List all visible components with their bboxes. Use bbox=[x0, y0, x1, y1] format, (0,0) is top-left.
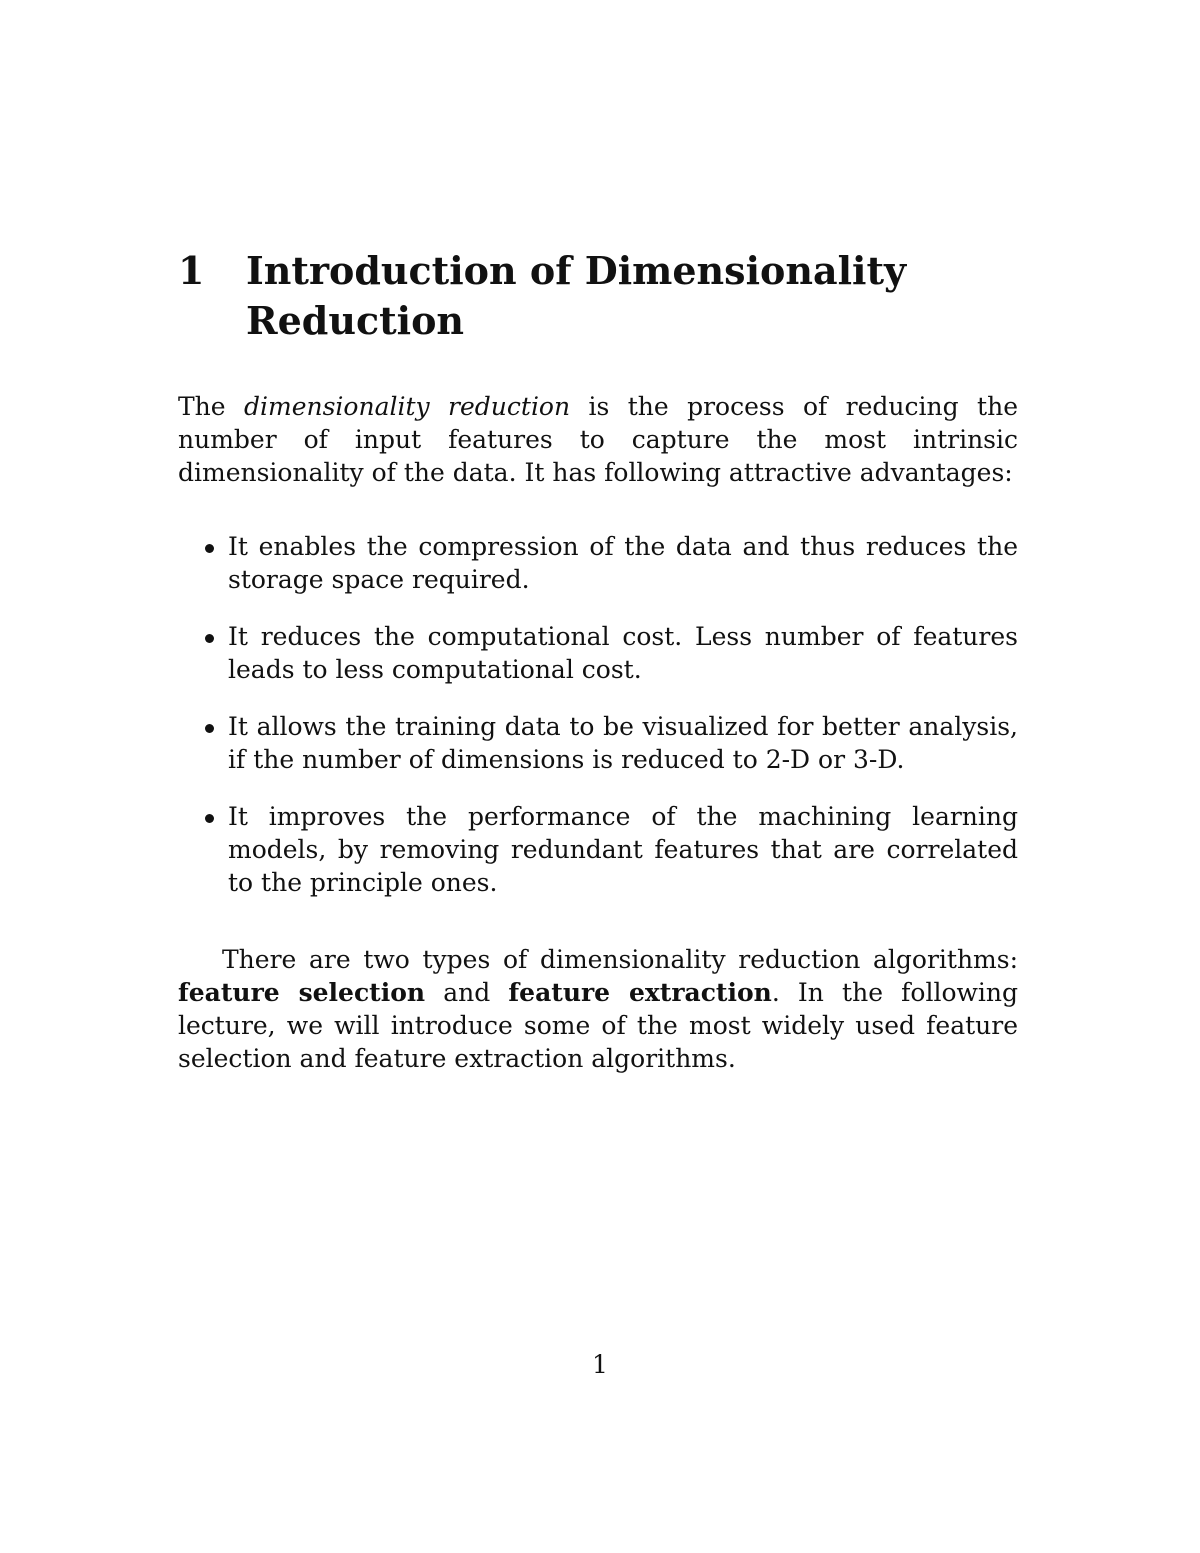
closing-middle: and bbox=[425, 978, 509, 1007]
advantages-list bbox=[178, 530, 1018, 923]
bullet-icon bbox=[205, 634, 214, 643]
list-item bbox=[178, 800, 1018, 899]
list-item bbox=[178, 620, 1018, 686]
intro-paragraph bbox=[178, 390, 1018, 489]
feature-selection-term: feature selection bbox=[178, 978, 426, 1007]
closing-lead: There are two types of dimensionality reduction algorithms: bbox=[222, 945, 1018, 974]
intro-rest: is the process of reducing the number of input features to capture the most intrinsic dimensionality of the data. It has following attractive advantages: bbox=[178, 392, 1018, 487]
list-item-text: It allows the training data to be visualized for better analysis, if the number of dimensions is reduced to 2-D or 3-D. bbox=[228, 712, 1018, 774]
closing-rest: . In the following lecture, we will introduce some of the most widely used feature selection and feature extraction algorithms. bbox=[178, 978, 1018, 1073]
bullet-icon bbox=[205, 544, 214, 553]
list-item-text: It enables the compression of the data and thus reduces the storage space required. bbox=[228, 532, 1018, 594]
list-item-text: It reduces the computational cost. Less number of features leads to less computational cost. bbox=[228, 622, 1018, 684]
feature-extraction-term: feature extraction bbox=[508, 978, 772, 1007]
list-item bbox=[178, 710, 1018, 776]
closing-paragraph bbox=[178, 943, 1018, 1075]
bullet-icon bbox=[205, 724, 214, 733]
intro-term: dimensionality reduction bbox=[243, 392, 571, 421]
page-number: 1 bbox=[592, 1350, 608, 1379]
section-number: 1 bbox=[178, 248, 205, 293]
intro-lead: The bbox=[178, 392, 244, 421]
list-item bbox=[178, 530, 1018, 596]
list-item-text: It improves the performance of the machining learning models, by removing redundant features that are correlated to the principle ones. bbox=[228, 802, 1018, 897]
section-title: Introduction of Dimensionality Reduction bbox=[246, 248, 907, 343]
bullet-icon bbox=[205, 814, 214, 823]
